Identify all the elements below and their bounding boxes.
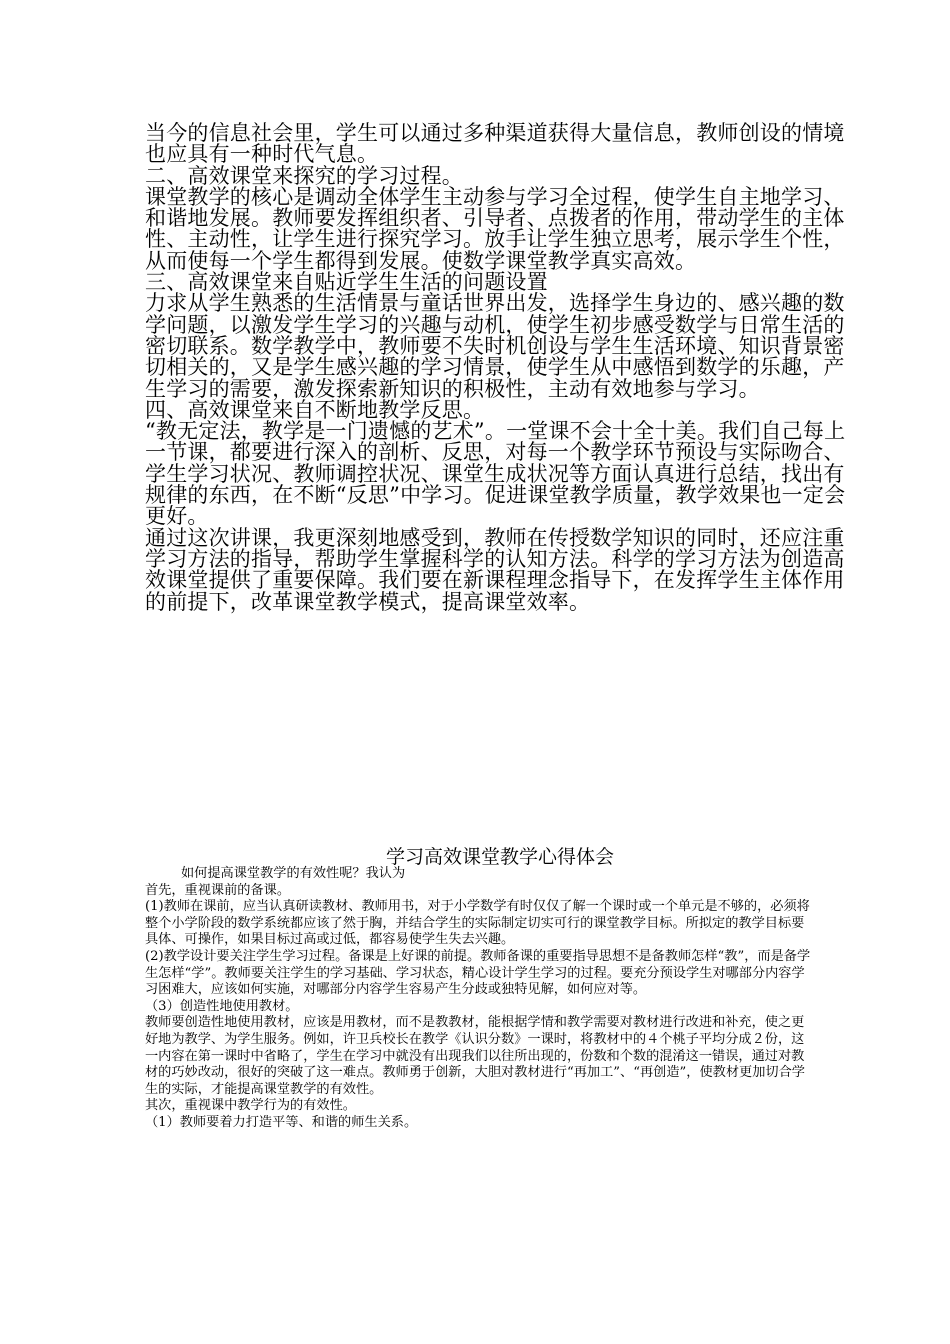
document-title: 学习高效课堂教学心得体会 — [385, 846, 614, 868]
paragraph-heading: （3）创造性地使用教材。 — [145, 998, 299, 1014]
section-heading: 三、高效课堂来自贴近学生生活的问题设置 — [145, 270, 548, 295]
paragraph: 力求从学生熟悉的生活情景与童话世界出发，选择学生身边的、感兴趣的数学问题，以激发学生学习的兴趣与动机，使学生初步感受数学与日常生活的密切联系。数学教学中，教师要不失时机创设与学生生活环境、知识背景密切相关的，又是学生感兴趣的学习情景，使学生从中感悟到数学的乐趣，产生学习的需要，激发探索新知识的积极性，主动有效地参与学习。 — [145, 291, 845, 401]
intro-line: 如何提高课堂教学的有效性呢？我认为 — [181, 866, 406, 881]
paragraph: 当今的信息社会里，学生可以通过多种渠道获得大量信息，教师创设的情境也应具有一种时代气息。 — [145, 121, 845, 167]
upper-text-block — [145, 123, 855, 613]
paragraph: 课堂教学的核心是调动全体学生主动参与学习全过程，使学生自主地学习、和谐地发展。教师要发挥组织者、引导者、点拨者的作用，带动学生的主体性、主动性，让学生进行探究学习。放手让学生独立思考，展示学生个性，从而使每一个学生都得到发展。使数学课堂教学真实高效。 — [145, 184, 845, 273]
section-heading: 首先，重视课前的备课。 — [145, 882, 291, 898]
section-heading: 四、高效课堂来自不断地教学反思。 — [145, 397, 485, 422]
lower-text-block — [145, 866, 815, 1132]
paragraph: (2)教学设计要关注学生学习过程。备课是上好课的前提。教师备课的重要指导思想不是备教师怎样“教”，而是备学生怎样“学”。教师要关注学生的学习基础、学习状态，精心设计学生学习的过程。要充分预设学生对哪部分内容学习困难大，应该如何实施，对哪部分内容学生容易产生分歧或独特见解，如何应对等。 — [145, 948, 811, 998]
paragraph: 教师要创造性地使用教材，应该是用教材，而不是教教材，能根据学情和教学需要对教材进行改进和补充，使之更好地为教学、为学生服务。例如，许卫兵校长在教学《认识分数》一课时，将教材中的４个桃子平均分成２份，这一内容在第一课时中省略了，学生在学习中就没有出现我们以往所出现的，份数和个数的混淆这一错误，通过对教材的巧妙改动，很好的突破了这一难点。教师勇于创新，大胆对教材进行“再加工”、“再创造”，使教材更加切合学生的实际，才能提高课堂教学的有效性。 — [145, 1015, 805, 1097]
paragraph: (1)教师在课前，应当认真研读教材、教师用书，对于小学数学有时仅仅了解一个课时或一个单元是不够的，必须将整个小学阶段的数学系统都应该了然于胸，并结合学生的实际制定切实可行的课堂教学目标。所拟定的教学目标要具体、可操作，如果目标过高或过低，都容易使学生失去兴趣。 — [145, 899, 810, 948]
section-heading: 其次，重视课中教学行为的有效性。 — [145, 1098, 356, 1114]
paragraph-heading: （1）教师要着力打造平等、和谐的师生关系。 — [145, 1114, 418, 1130]
paragraph: 通过这次讲课，我更深刻地感受到，教师在传授数学知识的同时，还应注重学习方法的指导，帮助学生掌握科学的认知方法。科学的学习方法为创造高效课堂提供了重要保障。我们要在新课程理念指导下，在发挥学生主体作用的前提下，改革课堂教学模式，提高课堂效率。 — [145, 525, 845, 614]
paragraph: “教无定法，教学是一门遗憾的艺术”。一堂课不会十全十美。我们自己每上一节课，都要进行深入的剖析、反思，对每一个教学环节预设与实际吻合、学生学习状况、教师调控状况、课堂生成状况等方面认真进行总结，找出有规律的东西，在不断“反思”中学习。促进课堂教学质量，教学效果也一定会更好。 — [145, 419, 846, 529]
section-heading: 二、高效课堂来探究的学习过程。 — [145, 163, 463, 188]
